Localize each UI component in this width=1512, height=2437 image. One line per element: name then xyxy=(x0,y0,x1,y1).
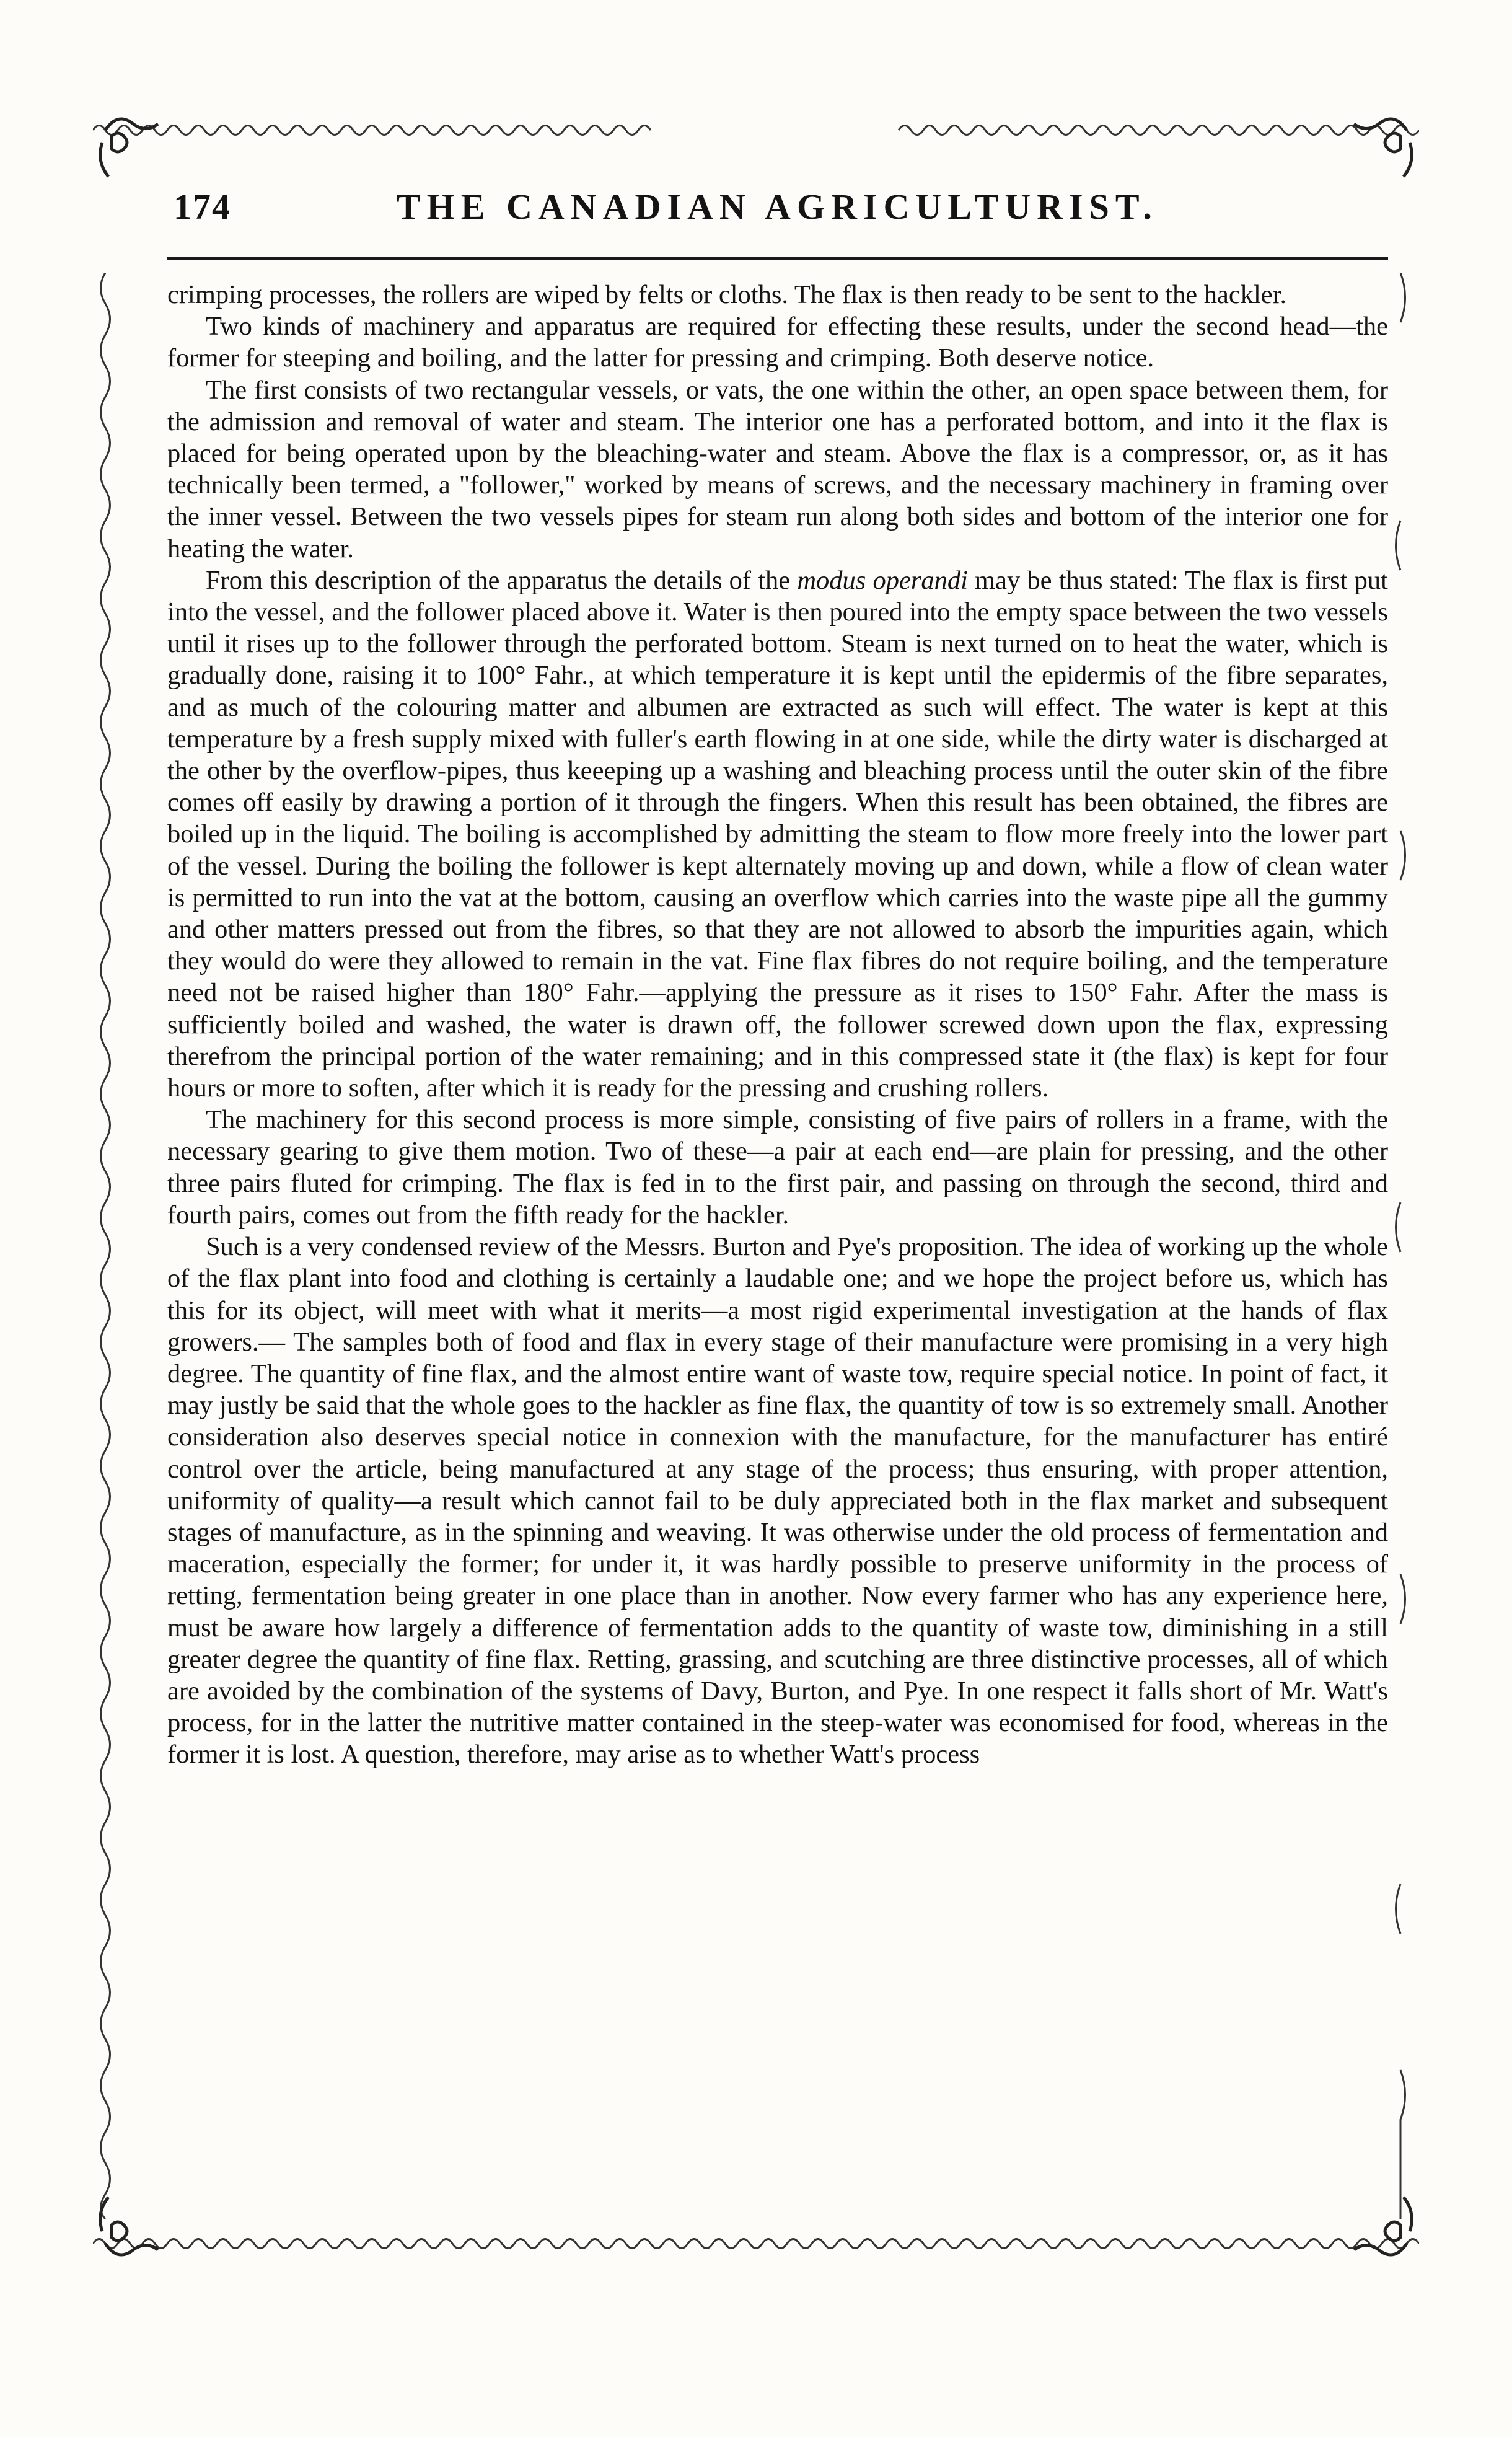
ornamental-border-top xyxy=(93,118,1419,143)
italic-phrase: modus operandi xyxy=(797,565,968,595)
paragraph: crimping processes, the rollers are wiped by felts or cloths. The flax is then ready to be sent to the hackler. xyxy=(167,280,1287,309)
ornamental-border-right xyxy=(1388,273,1413,2219)
corner-flourish-icon xyxy=(87,2188,167,2268)
running-header xyxy=(174,186,1388,236)
paragraph: The first consists of two rectangular vessels, or vats, the one within the other, an open space between them, for the admission and removal of water and steam. The interior one has a perforated bottom, and into it the flax is placed for being operated upon by the bleaching-water and steam. Above the flax is a compressor, or, as it has technically been termed, a "follower," worked by means of screws, and the necessary machinery in framing over the inner vessel. Between the two vessels pipes for steam run along both sides and bottom of the interior one for heating the water. xyxy=(167,375,1388,563)
paragraph-text: From this description of the apparatus the details of the xyxy=(206,565,798,595)
ornamental-border-bottom xyxy=(93,2231,1419,2256)
paragraph: The machinery for this second process is more simple, consisting of five pairs of rollers in a frame, with the necessary gearing to give them motion. Two of these—a pair at each end—are plain for pressing, and the other three pairs fluted for crimping. The flax is fed in to the first pair, and passing on through the second, third and fourth pairs, comes out from the fifth ready for the hackler. xyxy=(167,1105,1388,1230)
corner-flourish-icon xyxy=(1345,2188,1425,2268)
corner-flourish-icon xyxy=(87,105,167,186)
ornamental-border-left xyxy=(93,273,118,2219)
running-title: THE CANADIAN AGRICULTURIST. xyxy=(397,187,1158,227)
paragraph: Two kinds of machinery and apparatus are required for effecting these results, under the second head—the former for steeping and boiling, and the latter for pressing and crimping. Both deserve notice. xyxy=(167,312,1388,373)
paragraph-text: may be thus stated: The flax is first put into the vessel, and the follower placed above it. Water is then poured into the empty space between the two vessels until it rises up to the follower through the perforated bottom. Steam is next turned on to heat the water, which is gradually done, raising it to 100° Fahr., at which temperature it is kept until the epidermis of the fibre separates, and as much of the colouring matter and albumen are extracted as such will effect. The water is kept at this temperature by a fresh supply mixed with fuller's earth flowing in at one side, while the dirty water is discharged at the other by the overflow-pipes, thus keeeping up a washing and bleaching process until the outer skin of the fibre comes off easily by drawing a portion of it through the fingers. When this result has been obtained, the fibres are boiled up in the liquid. The boiling is accomplished by admitting the steam to flow more freely into the lower part of the vessel. During the boiling the follower is kept alternately moving up and down, while a flow of clean water is permitted to run into the vat at the bottom, causing an overflow which carries into the waste pipe all the gummy and other matters pressed out from the fibres, so that they are not allowed to absorb the impurities again, which they would do were they allowed to remain in the vat. Fine flax fibres do not require boiling, and the temperature need not be raised higher than 180° Fahr.—applying the pressure as it rises to 150° Fahr. After the mass is sufficiently boiled and washed, the water is drawn off, the follower screwed down upon the flax, expressing therefrom the principal portion of the water remaining; and in this compressed state it (the flax) is kept for four hours or more to soften, after which it is ready for the pressing and crushing rollers. xyxy=(167,565,1388,1103)
page-number: 174 xyxy=(174,187,231,227)
article-body xyxy=(167,279,1388,1771)
corner-flourish-icon xyxy=(1345,105,1425,186)
header-rule xyxy=(167,257,1388,260)
paragraph: Such is a very condensed review of the Messrs. Burton and Pye's proposition. The idea of working up the whole of the flax plant into food and clothing is certainly a laudable one; and we hope the project before us, which has this for its object, will meet with what it merits—a most rigid experimental investigation at the hands of flax growers.— The samples both of food and flax in every stage of their manufacture were promising in a very high degree. The quantity of fine flax, and the almost entire want of waste tow, require special notice. In point of fact, it may justly be said that the whole goes to the hackler as fine flax, the quantity of tow is so extremely small. Another consideration also deserves special notice in connexion with the manufacture, for the manufacturer has entiré control over the article, being manufactured at any stage of the process; thus ensuring, with proper attention, uniformity of quality—a result which cannot fail to be duly appreciated both in the flax market and subsequent stages of manufacture, as in the spinning and weaving. It was otherwise under the old process of fermentation and maceration, especially the former; for under it, it was hardly possible to preserve uniformity in the process of retting, fermentation being greater in one place than in another. Now every farmer who has any experience here, must be aware how largely a difference of fermentation adds to the quantity of waste tow, diminishing in a still greater degree the quantity of fine flax. Retting, grassing, and scutching are three distinctive processes, all of which are avoided by the combination of the systems of Davy, Burton, and Pye. In one respect it falls short of Mr. Watt's process, for in the latter the nutritive matter contained in the steep-water was economised for food, whereas in the former it is lost. A question, therefore, may arise as to whether Watt's process xyxy=(167,1232,1388,1769)
paragraph xyxy=(167,565,1388,1104)
